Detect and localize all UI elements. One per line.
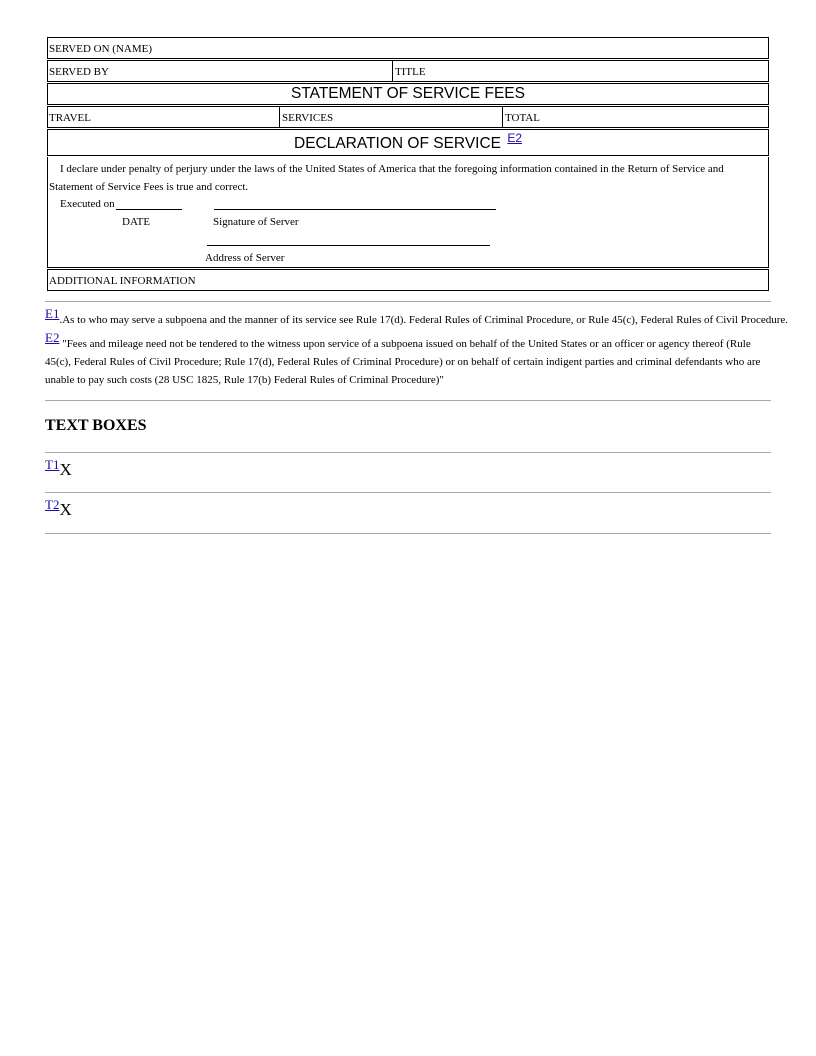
executed-on-label: Executed on (60, 198, 115, 210)
address-line[interactable] (207, 245, 490, 246)
endnotes-bottom-rule (45, 400, 771, 401)
endnote-e2 (45, 330, 773, 389)
text-boxes-rule-3 (45, 533, 771, 534)
served-on-field (47, 37, 769, 59)
address-label: Address of Server (205, 252, 285, 264)
text-boxes-rule-1 (45, 452, 771, 453)
text-box-t1-value: X (59, 460, 72, 479)
endnotes-top-rule (45, 301, 771, 302)
text-box-t2 (45, 497, 72, 520)
text-box-t1 (45, 457, 72, 480)
fees-row (47, 106, 769, 128)
declaration-endnote-link[interactable]: E2 (507, 131, 522, 145)
text-box-t2-link[interactable]: T2 (45, 497, 60, 512)
signature-label: Signature of Server (213, 216, 299, 228)
service-fees-heading: STATEMENT OF SERVICE FEES (291, 85, 525, 102)
served-by-label: SERVED BY (49, 66, 109, 78)
title-label: TITLE (395, 66, 426, 78)
date-label: DATE (122, 216, 151, 228)
declaration-text: I declare under penalty of perjury under the laws of the United States of America that the foregoing information contained in the Return of Service and Statement of Service Fees is true and correct. (49, 163, 724, 193)
declaration-heading (47, 131, 769, 153)
text-boxes-rule-2 (45, 492, 771, 493)
text-box-t1-link[interactable]: T1 (45, 457, 60, 472)
travel-label: TRAVEL (49, 112, 91, 124)
services-label: SERVICES (282, 112, 334, 124)
signature-line[interactable] (214, 209, 496, 210)
additional-info-label: ADDITIONAL INFORMATION (49, 275, 196, 287)
endnote-e1 (45, 306, 789, 329)
text-box-t2-value: X (59, 500, 72, 519)
endnote-e1-text: .As to who may serve a subpoena and the manner of its service see Rule 17(d). Federal Rules of Criminal Procedure, or Rule 45(c), Federal Rules of Civil Procedure. (59, 314, 789, 326)
fees-divider-2 (502, 106, 503, 128)
served-by-divider (392, 60, 393, 82)
date-line[interactable] (116, 209, 182, 210)
endnote-e2-link[interactable]: E2 (45, 330, 60, 345)
total-label: TOTAL (505, 112, 540, 124)
text-boxes-heading: TEXT BOXES (45, 417, 147, 434)
endnote-e2-text: "Fees and mileage need not be tendered to the witness upon service of a subpoena issued on behalf of the United States or an officer or agency thereof (Rule 45(c), Federal Rules of Civil Procedure; Rule 17(d), Federal Rules of Criminal Procedure) or on behalf of certain indigent parties and criminal defendants who are unable to pay such costs (28 USC 1825, Rule 17(b) Federal Rules of Criminal Procedure)" (45, 338, 761, 386)
served-on-label: SERVED ON (NAME) (49, 43, 153, 55)
endnote-e1-link[interactable]: E1 (45, 306, 60, 321)
fees-divider-1 (279, 106, 280, 128)
declaration-heading-text: DECLARATION OF SERVICE (294, 135, 501, 152)
